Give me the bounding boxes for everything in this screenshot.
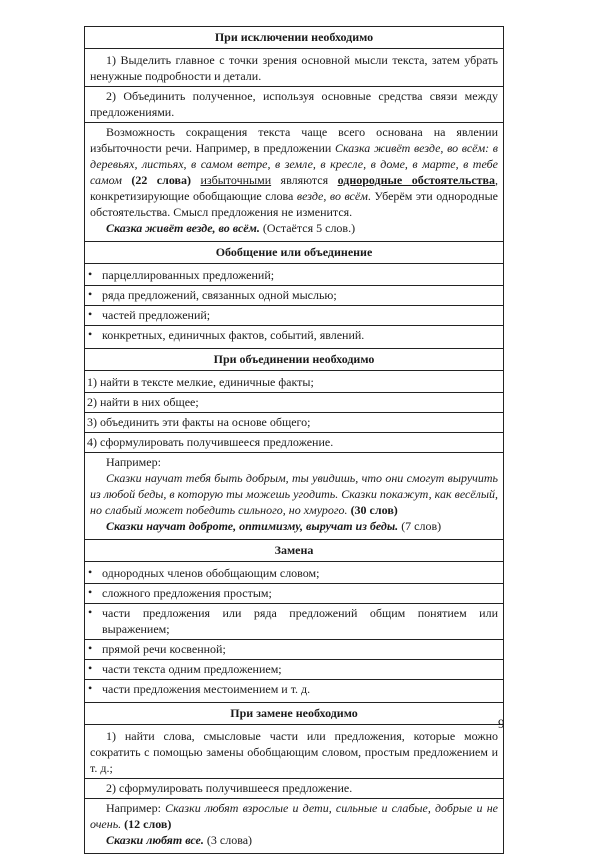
- list-item: [85, 373, 503, 392]
- union-example: [85, 452, 503, 536]
- example-italic: Сказки любят взрослые и дети, сильные и слабые, добрые и не очень.: [90, 801, 498, 831]
- list-item-text: 3) объединить эти факты на основе общего;: [87, 415, 311, 429]
- list-item: [85, 305, 503, 325]
- section-exclusion: [85, 49, 504, 242]
- bullet-icon: •: [88, 267, 93, 281]
- list-item-text: части текста одним предложением;: [102, 662, 282, 676]
- list-item-text: части предложения местоимением и т. д.: [102, 682, 311, 696]
- list-item: [85, 679, 503, 699]
- section-generalization-header: [85, 242, 504, 264]
- list-item-text: сложного предложения простым;: [102, 586, 272, 600]
- list-item: [85, 285, 503, 305]
- text-run: Возможность сокращения текста чаще всего основана на явлении избыточности речи. Например, в предложении: [90, 125, 498, 155]
- exclusion-step-1: 1) Выделить главное с точки зрения основной мысли текста, затем убрать ненужные подробности и детали.: [90, 53, 498, 83]
- rules-table: [84, 26, 504, 854]
- example-text: [90, 800, 498, 832]
- word-count: (12 слов): [121, 817, 172, 831]
- list-item: [85, 778, 503, 798]
- example-text: [90, 470, 498, 518]
- list-item-text: 1) найти в тексте мелкие, единичные факты;: [87, 375, 314, 389]
- bullet-icon: •: [88, 585, 93, 599]
- list-item-text: 2) найти в них общее;: [87, 395, 199, 409]
- section-replace-steps-header: [85, 703, 504, 725]
- section-replacement: [85, 562, 504, 703]
- section-union-header: [85, 349, 504, 371]
- section-generalization: [85, 264, 504, 349]
- list-item: [85, 51, 503, 86]
- bullet-icon: •: [88, 287, 93, 301]
- text-run: , конкретизирующие обобщающие слова: [90, 173, 499, 203]
- list-item-text: 4) сформулировать получившееся предложение.: [87, 435, 334, 449]
- section-replace-steps: [85, 725, 504, 854]
- list-item-text: части предложения или ряда предложений общим понятием или выражением;: [102, 606, 498, 636]
- replace-example: [85, 798, 503, 850]
- bullet-icon: •: [88, 307, 93, 321]
- result-sentence: Сказки любят все.: [106, 833, 204, 847]
- list-item: [85, 564, 503, 583]
- text-run: являются: [271, 173, 338, 187]
- list-item: [85, 603, 503, 639]
- page: [84, 26, 504, 854]
- text-run: . Уберём эти однородные обстоятельства. Смысл предложения не изменится.: [90, 189, 498, 219]
- page-number: 9: [498, 716, 505, 731]
- result-sentence: Сказки научат доброте, оптимизму, выручат из беды.: [106, 519, 399, 533]
- list-item-text: конкретных, единичных фактов, событий, явлений.: [102, 328, 365, 342]
- list-item: [85, 639, 503, 659]
- header-union: При объединении необходимо: [85, 349, 504, 371]
- list-item-text: парцеллированных предложений;: [102, 268, 275, 282]
- redundancy-result: [90, 220, 498, 236]
- result-count: (7 слов): [398, 519, 442, 533]
- list-item-text: 1) найти слова, смысловые части или предложения, которые можно сократить с помощью замены обобщающим словом, простым предложением и т. д.;: [90, 729, 498, 775]
- example-result: [90, 518, 498, 534]
- word-count: (22 слова): [131, 173, 192, 187]
- example-italic: Сказки научат тебя быть добрым, ты увидишь, что они смогут выручить из любой беды, в которую ты можешь угодить. Сказки покажут, как весёлый, но слабый может победить сильного, но хмурого.: [90, 471, 498, 517]
- result-note: (Остаётся 5 слов.): [259, 221, 356, 235]
- section-replacement-header: [85, 540, 504, 562]
- list-item-text: частей предложений;: [102, 308, 211, 322]
- list-item: [85, 727, 503, 778]
- generalizing-words: везде, во всём: [296, 189, 368, 203]
- list-item: [85, 266, 503, 285]
- redundancy-paragraph: [85, 122, 503, 238]
- bullet-icon: •: [88, 641, 93, 655]
- section-union: [85, 371, 504, 540]
- list-item: [85, 325, 503, 345]
- header-generalization: Обобщение или объединение: [85, 242, 504, 264]
- list-item: [85, 659, 503, 679]
- bullet-icon: •: [88, 565, 93, 579]
- bullet-icon: •: [88, 681, 93, 695]
- result-sentence: Сказка живёт везде, во всём.: [106, 221, 260, 235]
- text-run: [122, 173, 131, 187]
- bullet-icon: •: [88, 605, 93, 619]
- header-replacement: Замена: [85, 540, 504, 562]
- list-item: [85, 412, 503, 432]
- result-count: (3 слова): [203, 833, 253, 847]
- example-result: [90, 832, 498, 848]
- list-item-text: ряда предложений, связанных одной мыслью;: [102, 288, 337, 302]
- list-item: [85, 583, 503, 603]
- header-exclusion: При исключении необходимо: [85, 27, 504, 49]
- list-item-text: прямой речи косвенной;: [102, 642, 226, 656]
- section-exclusion-header: [85, 27, 504, 49]
- exclusion-step-2: 2) Объединить полученное, используя основные средства связи между предложениями.: [90, 89, 498, 119]
- example-label: Например:: [106, 455, 161, 469]
- term-bold: однородные обстоятельства: [337, 173, 496, 187]
- example-label: Например:: [106, 801, 166, 815]
- list-item-text: однородных членов обобщающим словом;: [102, 566, 320, 580]
- term-underlined: избыточными: [200, 173, 272, 187]
- bullet-icon: •: [88, 327, 93, 341]
- list-item: [85, 392, 503, 412]
- bullet-icon: •: [88, 661, 93, 675]
- list-item: [85, 432, 503, 452]
- word-count: (30 слов): [347, 503, 398, 517]
- example-italic: Сказка живёт везде, во всём: в деревьях, листьях, в самом ветре, в земле, в кресле, в доме, в марте, в тебе самом: [90, 141, 498, 187]
- list-item-text: 2) сформулировать получившееся предложение.: [106, 781, 353, 795]
- header-replace-steps: При замене необходимо: [85, 703, 504, 725]
- redundancy-text: [90, 124, 498, 220]
- list-item: [85, 86, 503, 122]
